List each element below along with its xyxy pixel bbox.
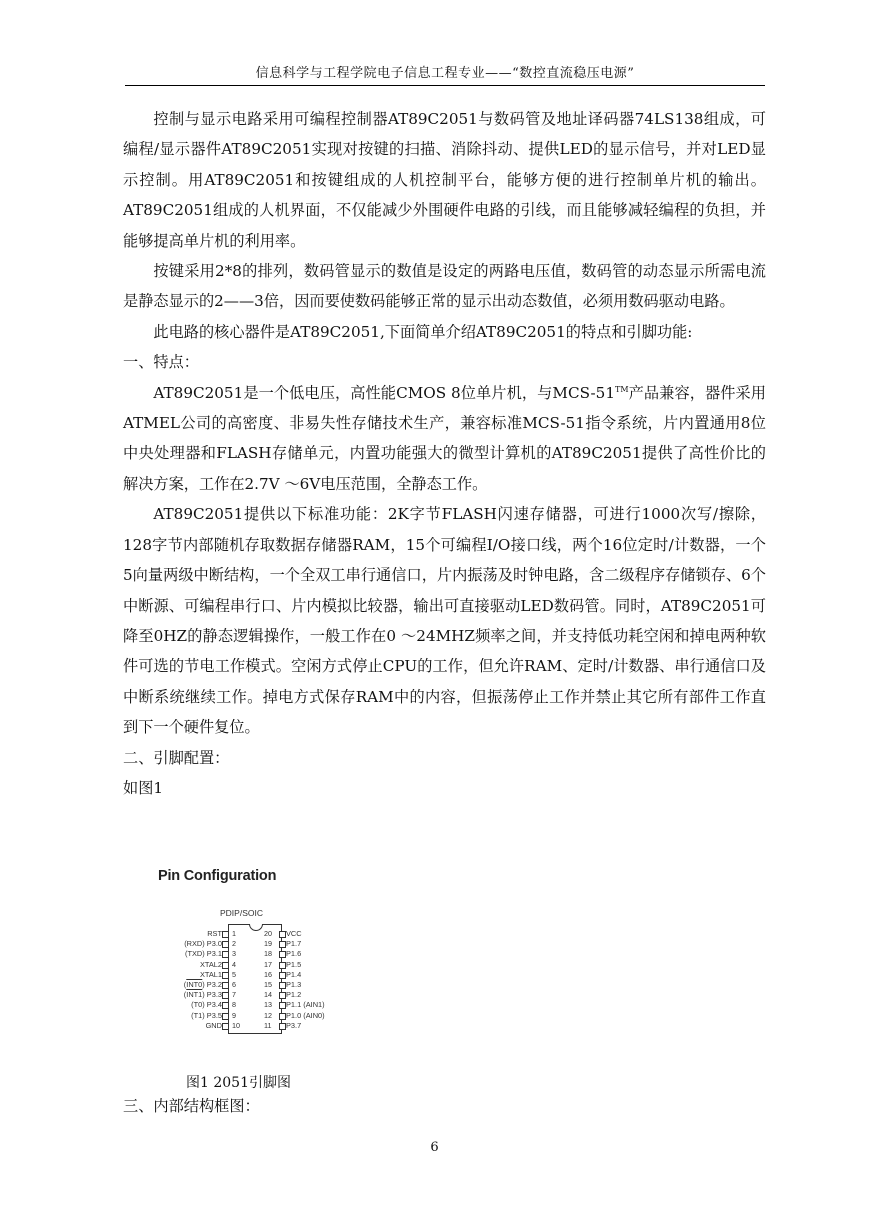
pin-label-right: P1.0 (AIN0): [286, 1010, 325, 1020]
pin-number: 13: [264, 1000, 272, 1010]
pin-number: 5: [232, 969, 236, 979]
pin-stub-left: [222, 982, 229, 989]
pin-label-left: [158, 981, 222, 989]
pin-stub-left: [222, 941, 229, 948]
pin-stub-left: [222, 1023, 229, 1030]
paragraph-features: [123, 378, 766, 500]
ic-package-outline: [228, 924, 282, 1034]
paragraph-standard-functions: AT89C2051提供以下标准功能：2K字节FLASH闪速存储器，可进行1000次写/擦除，128字节内部随机存取数据存储器RAM，15个可编程I/O接口线，两个16位定时/计数器，一个5向量两级中断结构，一个全双工串行通信口，片内振荡及时钟电路，含二级程序存储锁存、6个中断源、可编程串行口、片内模拟比较器，输出可直接驱动LED数码管。同时，AT89C2051可降至0HZ的静态逻辑操作，一般工作在0 ～24MHZ频率之间，并支持低功耗空闲和掉电两种软件可选的节电工作模式。空闲方式停止CPU的工作，但允许RAM、定时/计数器、串行通信口及中断系统继续工作。掉电方式保存RAM中的内容，但振荡停止工作并禁止其它所有部件工作直到下一个硬件复位。: [123, 505, 766, 737]
pin-label-left: [158, 940, 222, 948]
pin-function-overline: INT1: [186, 990, 203, 1000]
pin-label-left: [158, 1022, 222, 1030]
features-text-b: 产品兼容，器件采用ATMEL公司的高密度、非易失性存储技术生产，兼容标准MCS-51指令系统，片内置通用8位中央处理器和FLASH存储单元，内置功能强大的微型计算机的AT89C2051提供了高性价比的解决方案，工作在2.7V ～6V电压范围，全静态工作。: [123, 383, 766, 493]
section-heading-internal-structure: 三、内部结构框图：: [123, 1097, 260, 1115]
body-text: [123, 104, 766, 803]
pin-configuration-figure: [158, 868, 358, 1038]
pin-label-left: [158, 971, 222, 979]
figure-reference: 如图1: [123, 778, 164, 797]
pin-number: 17: [264, 959, 272, 969]
pin-name: XTAL1: [199, 969, 222, 979]
trademark-mark: TM: [615, 384, 629, 394]
figure-caption: 图1 2051引脚图: [186, 1075, 291, 1091]
pin-label-right: P1.3: [286, 980, 302, 989]
pin-label-right: P1.2: [286, 990, 302, 1000]
pin-stub-left: [222, 931, 229, 938]
pin-number: 2: [232, 939, 236, 949]
pin-number: 3: [232, 949, 236, 959]
pin-name: P3.1: [206, 949, 222, 959]
section-heading-features: 一、特点：: [123, 353, 199, 372]
figure-title: Pin Configuration: [158, 868, 277, 884]
pin-stub-right: [279, 962, 286, 969]
pin-function: (TXD): [185, 949, 207, 959]
pin-label-left: [158, 961, 222, 969]
paragraph-control-display: 控制与显示电路采用可编程控制器AT89C2051与数码管及地址译码器74LS138组成，可编程/显示器件AT89C2051实现对按键的扫描、消除抖动、提供LED的显示信号，并对LED显示控制。用AT89C2051和按键组成的人机控制平台，能够方便的进行控制单片机的输出。AT89C2051组成的人机界面，不仅能减少外围硬件电路的引线，而且能够减轻编程的负担，并能够提高单片机的利用率。: [123, 110, 766, 250]
pin-label-left: [158, 930, 222, 938]
pin-number: 4: [232, 959, 236, 969]
pin-stub-right: [279, 941, 286, 948]
pin-function: (T1): [191, 1010, 207, 1020]
pin-number: 11: [264, 1020, 272, 1030]
ic-notch: [249, 924, 263, 931]
paragraph-core-device: 此电路的核心器件是AT89C2051,下面简单介绍AT89C2051的特点和引脚功能:: [153, 322, 693, 341]
pin-number: 20: [264, 929, 272, 938]
pin-number: 12: [264, 1010, 272, 1020]
pin-label-left: [158, 991, 222, 999]
pin-number: 9: [232, 1010, 236, 1020]
features-text-a: AT89C2051是一个低电压，高性能CMOS 8位单片机，与MCS-51: [153, 383, 615, 402]
pin-label-right: P1.7: [286, 939, 302, 949]
paragraph-keys: 按键采用2*8的排列，数码管显示的数值是设定的两路电压值，数码管的动态显示所需电流是静态显示的2——3倍，因而要使数码能够正常的显示出动态数值，必须用数码驱动电路。: [123, 262, 766, 311]
pin-stub-right: [279, 982, 286, 989]
pin-name: RST: [207, 929, 222, 938]
pin-label-right: P1.6: [286, 949, 302, 959]
pin-function: (T0): [191, 1000, 207, 1010]
pin-label-right: VCC: [286, 929, 302, 938]
package-label: PDIP/SOIC: [220, 908, 263, 918]
pin-stub-right: [279, 972, 286, 979]
pin-label-left: [158, 1012, 222, 1020]
pin-label-right: P3.7: [286, 1020, 302, 1030]
pin-number: 6: [232, 980, 236, 989]
section-heading-pins: 二、引脚配置：: [123, 748, 230, 767]
pin-function: (: [183, 980, 187, 989]
page-number: 6: [430, 1140, 439, 1155]
pin-stub-right: [279, 931, 286, 938]
pin-number: 14: [264, 990, 272, 1000]
pin-number: 18: [264, 949, 272, 959]
pin-stub-right: [279, 992, 286, 999]
pin-stub-left: [222, 962, 229, 969]
pin-stub-right: [279, 1013, 286, 1020]
page-header: 信息科学与工程学院电子信息工程专业——“数控直流稳压电源”: [125, 62, 765, 86]
pin-name: ) P3.3: [202, 990, 222, 1000]
pin-label-right: P1.4: [286, 969, 302, 979]
pin-label-right: P1.1 (AIN1): [286, 1000, 325, 1010]
pin-stub-right: [279, 951, 286, 958]
pin-number: 16: [264, 969, 272, 979]
pin-number: 15: [264, 980, 272, 989]
pin-number: 8: [232, 1000, 236, 1010]
pin-label-left: [158, 1001, 222, 1009]
pin-name: XTAL2: [199, 959, 222, 969]
pin-number: 7: [232, 990, 236, 1000]
pin-stub-left: [222, 951, 229, 958]
pin-number: 19: [264, 939, 272, 949]
pin-function: (RXD): [184, 939, 207, 949]
pin-number: 1: [232, 929, 236, 938]
pin-name: P3.5: [206, 1010, 222, 1020]
pin-name: P3.0: [206, 939, 222, 949]
pin-stub-left: [222, 1013, 229, 1020]
pin-stub-right: [279, 1023, 286, 1030]
pin-stub-left: [222, 1002, 229, 1009]
pin-name: GND: [205, 1020, 222, 1030]
pin-stub-right: [279, 1002, 286, 1009]
pin-function-overline: INT0: [186, 980, 203, 989]
pin-name: ) P3.2: [202, 980, 222, 989]
pin-number: 10: [232, 1020, 240, 1030]
pin-function: (: [183, 990, 187, 1000]
pin-label-left: [158, 950, 222, 958]
pin-label-right: P1.5: [286, 959, 302, 969]
pin-stub-left: [222, 972, 229, 979]
pin-stub-left: [222, 992, 229, 999]
pin-name: P3.4: [206, 1000, 222, 1010]
